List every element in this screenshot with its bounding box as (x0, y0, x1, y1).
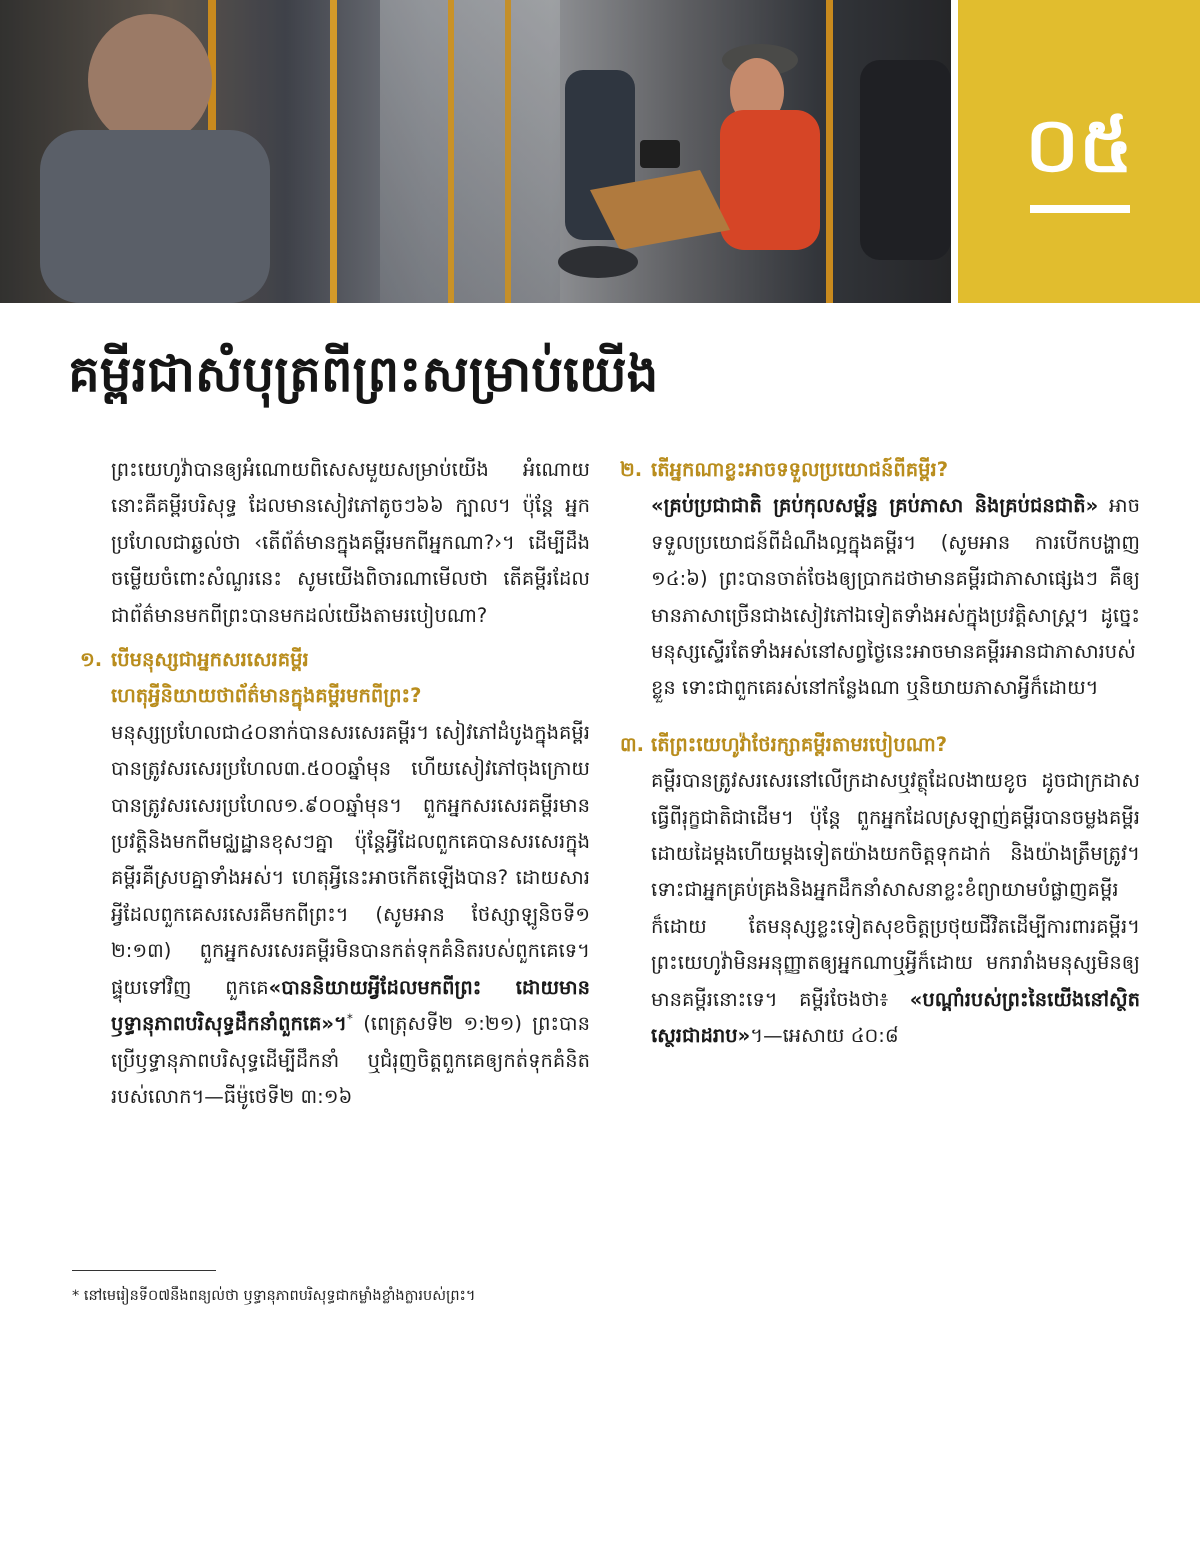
section-2-quote: «គ្រប់ប្រជាជាតិ គ្រប់កុលសម្ព័ន្ធ គ្រប់ភាសា និងគ្រប់ជនជាតិ» (651, 494, 1099, 518)
right-column (620, 452, 1140, 1055)
left-column (80, 452, 590, 1115)
section-1-body (80, 715, 590, 1115)
section-2-body-text: អាចទទួលប្រយោជន៍ពីដំណឹងល្អក្នុងគម្ពីរ។ (សូមអាន ការបើកបង្ហាញ ១៤:៦) ព្រះបានចាត់ចែងឲ្យប្រាកដថាមានគម្ពីរជាភាសាផ្សេងៗ គឺឲ្យមានភាសាច្រើនជាងសៀវភៅឯទៀតទាំងអស់ក្នុងប្រវត្តិសាស្ត្រ។ ដូច្នេះ មនុស្សស្ទើរតែទាំងអស់នៅសព្វថ្ងៃនេះអាចមានគម្ពីរអានជាភាសារបស់ខ្លួន ទោះជាពួកគេរស់នៅកន្លែងណា ឬនិយាយភាសាអ្វីក៏ដោយ។ (651, 494, 1140, 700)
footnote-marker[interactable]: * (346, 1011, 353, 1026)
section-3-heading (620, 727, 1140, 763)
section-2-body (620, 488, 1140, 706)
section-1-heading-line2: ហេតុអ្វីនិយាយថាព័ត៌មានក្នុងគម្ពីរមកពីព្រះ? (111, 684, 422, 708)
section-1-number: ១. (80, 648, 103, 672)
intro-paragraph: ព្រះយេហូវ៉ាបានឲ្យអំណោយពិសេសមួយសម្រាប់យើង អំណោយនោះគឺគម្ពីរបរិសុទ្ធ ដែលមានសៀវភៅតូចៗ៦៦ ក្បាល។ ប៉ុន្តែ អ្នកប្រហែលជាឆ្ងល់ថា ‹តើព័ត៌មានក្នុងគម្ពីរមកពីអ្នកណា?›។ ដើម្បីដឹងចម្លើយចំពោះសំណួរនេះ សូមយើងពិចារណាមើលថា តើគម្ពីរដែលជាព័ត៌មានមកពីព្រះបានមកដល់យើងតាមរបៀបណា? (111, 458, 590, 627)
section-3-quote: «បណ្ដាំរបស់ព្រះនៃយើងនៅស្ថិតស្ថេរជាដរាប» (651, 987, 1140, 1048)
section-3-citation: ។—អេសាយ ៤០:៨ (750, 1024, 899, 1048)
header-photo (0, 0, 951, 303)
section-2-number: ២. (620, 458, 643, 481)
section-1-quote: «បាននិយាយអ្វីដែលមកពីព្រះ ដោយមានឫទ្ធានុភាពបរិសុទ្ធដឹកនាំពួកគេ» (111, 975, 590, 1036)
badge-divider (1030, 205, 1130, 213)
section-1-body-text-2: (ពេត្រុសទី២ ១:២១) ព្រះបានប្រើឫទ្ធានុភាពបរិសុទ្ធដើម្បីដឹកនាំ ឬជំរុញចិត្តពួកគេឲ្យកត់ទុកគំនិតរបស់លោក។—ធីម៉ូថេទី២ ៣:១៦ (111, 1012, 590, 1108)
section-3-body-text: គម្ពីរបានត្រូវសរសេរនៅលើក្រដាសឬវត្ថុដែលងាយខូច ដូចជាក្រដាសធ្វើពីរុក្ខជាតិជាដើម។ ប៉ុន្តែ ពួកអ្នកដែលស្រឡាញ់គម្ពីរបានចម្លងគម្ពីរដោយដៃម្ដងហើយម្ដងទៀតយ៉ាងយកចិត្តទុកដាក់ និងយ៉ាងត្រឹមត្រូវ។ ទោះជាអ្នកគ្រប់គ្រងនិងអ្នកដឹកនាំសាសនាខ្លះខំព្យាយាមបំផ្លាញគម្ពីរក៏ដោយ តែមនុស្សខ្លះទៀតសុខចិត្តប្រថុយជីវិតដើម្បីការពារគម្ពីរ។ ព្រះយេហូវ៉ាមិនអនុញ្ញាតឲ្យអ្នកណាឬអ្វីក៏ដោយ មករារាំងមនុស្សមិនឲ្យមានគម្ពីរនោះទេ។ គម្ពីរចែងថា៖ (651, 769, 1140, 1011)
section-2-heading (620, 452, 1140, 488)
footnote: * នៅមេរៀនទី០៧នឹងពន្យល់ថា ឫទ្ធានុភាពបរិសុទ្ធជាកម្លាំងខ្លាំងក្លារបស់ព្រះ។ (72, 1288, 476, 1304)
footnote-divider (72, 1270, 216, 1271)
lesson-number: ០៥ (1025, 100, 1133, 189)
lesson-badge (958, 0, 1200, 303)
section-2-heading-text: តើអ្នកណាខ្លះអាចទទួលប្រយោជន៍ពីគម្ពីរ? (651, 458, 949, 481)
section-3-number: ៣. (620, 732, 645, 756)
section-1-heading (80, 642, 590, 715)
section-1-body-text: មនុស្សប្រហែលជា៤០នាក់បានសរសេរគម្ពីរ។ សៀវភៅដំបូងក្នុងគម្ពីរបានត្រូវសរសេរប្រហែល៣.៥០០ឆ្នាំមុន ហើយសៀវភៅចុងក្រោយបានត្រូវសរសេរប្រហែល១.៩០០ឆ្នាំមុន។ ពួកអ្នកសរសេរគម្ពីរមានប្រវត្តិនិងមកពីមជ្ឈដ្ឋានខុសៗគ្នា ប៉ុន្តែអ្វីដែលពួកគេបានសរសេរក្នុងគម្ពីរគឺស្របគ្នាទាំងអស់។ ហេតុអ្វីនេះអាចកើតឡើងបាន? ដោយសារអ្វីដែលពួកគេសរសេរគឺមកពីព្រះ។ (សូមអាន ថែស្សាឡូនិចទី១ ២:១៣) ពួកអ្នកសរសេរគម្ពីរមិនបានកត់ទុកគំនិតរបស់ពួកគេទេ។ ផ្ទុយទៅវិញ ពួកគេ (111, 720, 590, 999)
section-3-body (620, 763, 1140, 1054)
section-1-heading-line1: បើមនុស្សជាអ្នកសរសេរគម្ពីរ (111, 648, 309, 672)
section-3-heading-text: តើព្រះយេហូវ៉ាថែរក្សាគម្ពីរតាមរបៀបណា? (651, 732, 948, 756)
page-title: គម្ពីរជាសំបុត្រពីព្រះសម្រាប់យើង (68, 345, 659, 403)
section-1-punct: ។ (334, 1012, 347, 1036)
bus-scene-illustration (0, 0, 951, 303)
